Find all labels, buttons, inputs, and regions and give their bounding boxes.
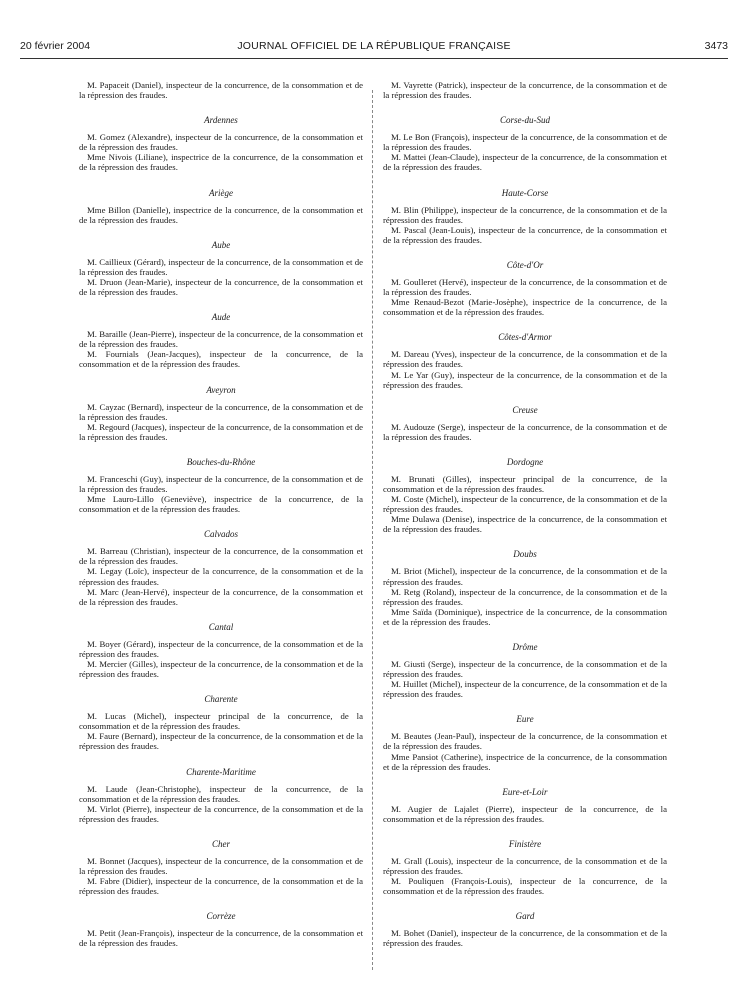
appointment-entry: M. Bonnet (Jacques), inspecteur de la concurrence, de la consommation et de la répression des fraudes. <box>79 855 363 877</box>
department-heading: Corse-du-Sud <box>500 115 550 126</box>
appointment-entry: M. Lucas (Michel), inspecteur principal de la concurrence, de la consommation et de la répression des fraudes. <box>79 711 363 732</box>
department-section <box>79 622 363 679</box>
department-heading: Creuse <box>512 404 538 415</box>
page-header <box>20 40 728 54</box>
department-section <box>79 385 363 442</box>
department-section <box>383 787 667 824</box>
appointment-entry: M. Blin (Philippe), inspecteur de la concurrence, de la consommation et de la répression des fraudes. <box>383 204 667 225</box>
appointment-entry: M. Caillieux (Gérard), inspecteur de la concurrence, de la consommation et de la répression des fraudes. <box>79 256 363 277</box>
appointment-entry: M. Barreau (Christian), inspecteur de la concurrence, de la consommation et de la répression des fraudes. <box>79 546 363 567</box>
appointment-entry: M. Pascal (Jean-Louis), inspecteur de la concurrence, de la consommation et de la répression des fraudes. <box>383 224 667 245</box>
department-heading: Aube <box>211 239 231 250</box>
department-heading: Charente-Maritime <box>186 766 256 777</box>
header-rule <box>20 58 728 59</box>
department-section <box>383 642 667 699</box>
appointment-entry: M. Petit (Jean-François), inspecteur de la concurrence, de la consommation et de la répression des fraudes. <box>79 928 363 949</box>
department-section <box>79 188 363 225</box>
appointment-entry: Mme Renaud-Bezot (Marie-Josèphe), inspectrice de la concurrence, de la consommation et de la répression des fraudes. <box>383 297 667 318</box>
appointment-entry: M. Giusti (Serge), inspecteur de la concurrence, de la consommation et de la répression des fraudes. <box>383 659 667 680</box>
department-section <box>79 529 363 607</box>
appointment-entry: M. Augier de Lajalet (Pierre), inspecteur de la concurrence, de la consommation et de la répression des fraudes. <box>383 803 667 824</box>
department-section <box>383 115 667 172</box>
appointment-entry: M. Cayzac (Bernard), inspecteur de la concurrence, de la consommation et de la répression des fraudes. <box>79 401 363 422</box>
department-section <box>383 839 667 896</box>
department-heading: Côtes-d'Armor <box>498 332 552 343</box>
appointment-entry: M. Papaceit (Daniel), inspecteur de la concurrence, de la consommation et de la répression des fraudes. <box>79 80 363 101</box>
appointment-entry: M. Briot (Michel), inspecteur de la concurrence, de la consommation et de la répression des fraudes. <box>383 566 667 587</box>
appointment-entry: Mme Saïda (Dominique), inspectrice de la concurrence, de la consommation et de la répression des fraudes. <box>383 606 667 627</box>
department-section <box>79 911 363 948</box>
department-section <box>79 767 363 824</box>
appointment-entry: M. Grall (Louis), inspecteur de la concurrence, de la consommation et de la répression des fraudes. <box>383 855 667 877</box>
department-heading: Corrèze <box>206 911 236 922</box>
department-heading: Eure-et-Loir <box>502 786 548 797</box>
department-section <box>383 188 667 245</box>
department-heading: Ardennes <box>204 115 238 126</box>
appointment-entry: M. Faure (Bernard), inspecteur de la concurrence, de la consommation et de la répression des fraudes. <box>79 731 363 752</box>
department-heading: Charente <box>204 694 238 705</box>
appointment-entry: M. Virlot (Pierre), inspecteur de la concurrence, de la consommation et de la répression des fraudes. <box>79 803 363 824</box>
appointment-entry: M. Retg (Roland), inspecteur de la concurrence, de la consommation et de la répression des fraudes. <box>383 586 667 607</box>
appointment-entry: Mme Dulawa (Denise), inspectrice de la concurrence, de la consommation et de la répression des fraudes. <box>383 514 667 535</box>
department-heading: Dordogne <box>506 456 544 467</box>
appointment-entry: M. Baraille (Jean-Pierre), inspecteur de la concurrence, de la consommation et de la répression des fraudes. <box>79 329 363 350</box>
department-heading: Cher <box>212 838 230 849</box>
department-heading: Ariège <box>209 187 233 198</box>
appointment-entry: M. Huillet (Michel), inspecteur de la concurrence, de la consommation et de la répression des fraudes. <box>383 679 667 700</box>
appointment-entry: M. Fabre (Didier), inspecteur de la concurrence, de la consommation et de la répression des fraudes. <box>79 876 363 897</box>
department-heading: Eure <box>516 714 534 725</box>
department-section <box>383 457 667 535</box>
appointment-entry: M. Mattei (Jean-Claude), inspecteur de la concurrence, de la consommation et de la répression des fraudes. <box>383 152 667 173</box>
appointment-entry: M. Le Yar (Guy), inspecteur de la concurrence, de la consommation et de la répression des fraudes. <box>383 369 667 390</box>
appointment-entry: M. Regourd (Jacques), inspecteur de la concurrence, de la consommation et de la répression des fraudes. <box>79 421 363 442</box>
appointment-entry: M. Laude (Jean-Christophe), inspecteur de la concurrence, de la consommation et de la répression des fraudes. <box>79 783 363 804</box>
appointment-entry: M. Brunati (Gilles), inspecteur principal de la concurrence, de la consommation et de la répression des fraudes. <box>383 473 667 494</box>
column-divider <box>372 90 373 970</box>
appointment-entry: M. Franceschi (Guy), inspecteur de la concurrence, de la consommation et de la répression des fraudes. <box>79 473 363 494</box>
appointment-entry: M. Druon (Jean-Marie), inspecteur de la concurrence, de la consommation et de la répression des fraudes. <box>79 276 363 298</box>
department-heading: Gard <box>515 911 535 922</box>
department-section <box>79 80 363 100</box>
appointment-entry: M. Le Bon (François), inspecteur de la concurrence, de la consommation et de la répression des fraudes. <box>383 132 667 153</box>
department-section <box>79 839 363 896</box>
department-section <box>79 694 363 751</box>
left-column <box>79 80 363 949</box>
department-heading: Drôme <box>512 642 538 652</box>
department-section <box>383 332 667 389</box>
department-heading: Haute-Corse <box>501 187 549 198</box>
header-date: 20 février 2004 <box>20 40 91 52</box>
appointment-entry: M. Fournials (Jean-Jacques), inspecteur de la concurrence, de la consommation et de la répression des fraudes. <box>79 349 363 370</box>
department-heading: Doubs <box>513 549 537 560</box>
appointment-entry: M. Dareau (Yves), inspecteur de la concurrence, de la consommation et de la répression des fraudes. <box>383 349 667 370</box>
department-heading: Calvados <box>203 529 238 540</box>
department-section <box>383 260 667 317</box>
appointment-entry: M. Gomez (Alexandre), inspecteur de la concurrence, de la consommation et de la répression des fraudes. <box>79 132 363 153</box>
appointment-entry: M. Bohet (Daniel), inspecteur de la concurrence, de la consommation et de la répression des fraudes. <box>383 928 667 949</box>
appointment-entry: Mme Nivois (Liliane), inspectrice de la concurrence, de la consommation et de la répression des fraudes. <box>79 152 363 173</box>
department-section <box>383 911 667 948</box>
department-heading: Côte-d'Or <box>506 259 544 270</box>
appointment-entry: M. Audouze (Serge), inspecteur de la concurrence, de la consommation et de la répression des fraudes. <box>383 421 667 442</box>
appointment-entry: M. Boyer (Gérard), inspecteur de la concurrence, de la consommation et de la répression des fraudes. <box>79 638 363 659</box>
department-heading: Bouches-du-Rhône <box>186 456 256 467</box>
department-section <box>79 115 363 172</box>
appointment-entry: Mme Billon (Danielle), inspectrice de la concurrence, de la consommation et de la répression des fraudes. <box>79 204 363 225</box>
appointment-entry: M. Pouliquen (François-Louis), inspecteur de la concurrence, de la consommation et de la répression des fraudes. <box>383 876 667 897</box>
department-heading: Finistère <box>508 838 542 849</box>
appointment-entry: M. Legay (Loïc), inspecteur de la concurrence, de la consommation et de la répression des fraudes. <box>79 566 363 587</box>
appointment-entry: M. Beautes (Jean-Paul), inspecteur de la concurrence, de la consommation et de la répression des fraudes. <box>383 731 667 752</box>
journal-title: JOURNAL OFFICIEL DE LA RÉPUBLIQUE FRANÇAISE <box>237 40 511 52</box>
department-heading: Aude <box>211 312 231 323</box>
appointment-entry: Mme Lauro-Lillo (Geneviève), inspectrice de la concurrence, de la consommation et de la répression des fraudes. <box>79 494 363 515</box>
appointment-entry: M. Mercier (Gilles), inspecteur de la concurrence, de la consommation et de la répression des fraudes. <box>79 659 363 680</box>
department-heading: Cantal <box>208 621 234 632</box>
department-heading: Aveyron <box>206 384 236 395</box>
department-section <box>79 312 363 369</box>
appointment-entry: M. Coste (Michel), inspecteur de la concurrence, de la consommation et de la répression des fraudes. <box>383 494 667 515</box>
appointment-entry: M. Marc (Jean-Hervé), inspecteur de la concurrence, de la consommation et de la répression des fraudes. <box>79 586 363 607</box>
department-section <box>383 80 667 100</box>
appointment-entry: M. Vayrette (Patrick), inspecteur de la concurrence, de la consommation et de la répression des fraudes. <box>383 80 667 101</box>
appointment-entry: M. Goulleret (Hervé), inspecteur de la concurrence, de la consommation et de la répression des fraudes. <box>383 276 667 298</box>
department-section <box>79 457 363 514</box>
page-number: 3473 <box>704 40 728 52</box>
department-section <box>383 405 667 442</box>
department-section <box>383 549 667 627</box>
right-column <box>383 80 667 949</box>
appointment-entry: Mme Pansiot (Catherine), inspectrice de la concurrence, de la consommation et de la répression des fraudes. <box>383 751 667 772</box>
department-section <box>383 714 667 771</box>
department-section <box>79 240 363 297</box>
